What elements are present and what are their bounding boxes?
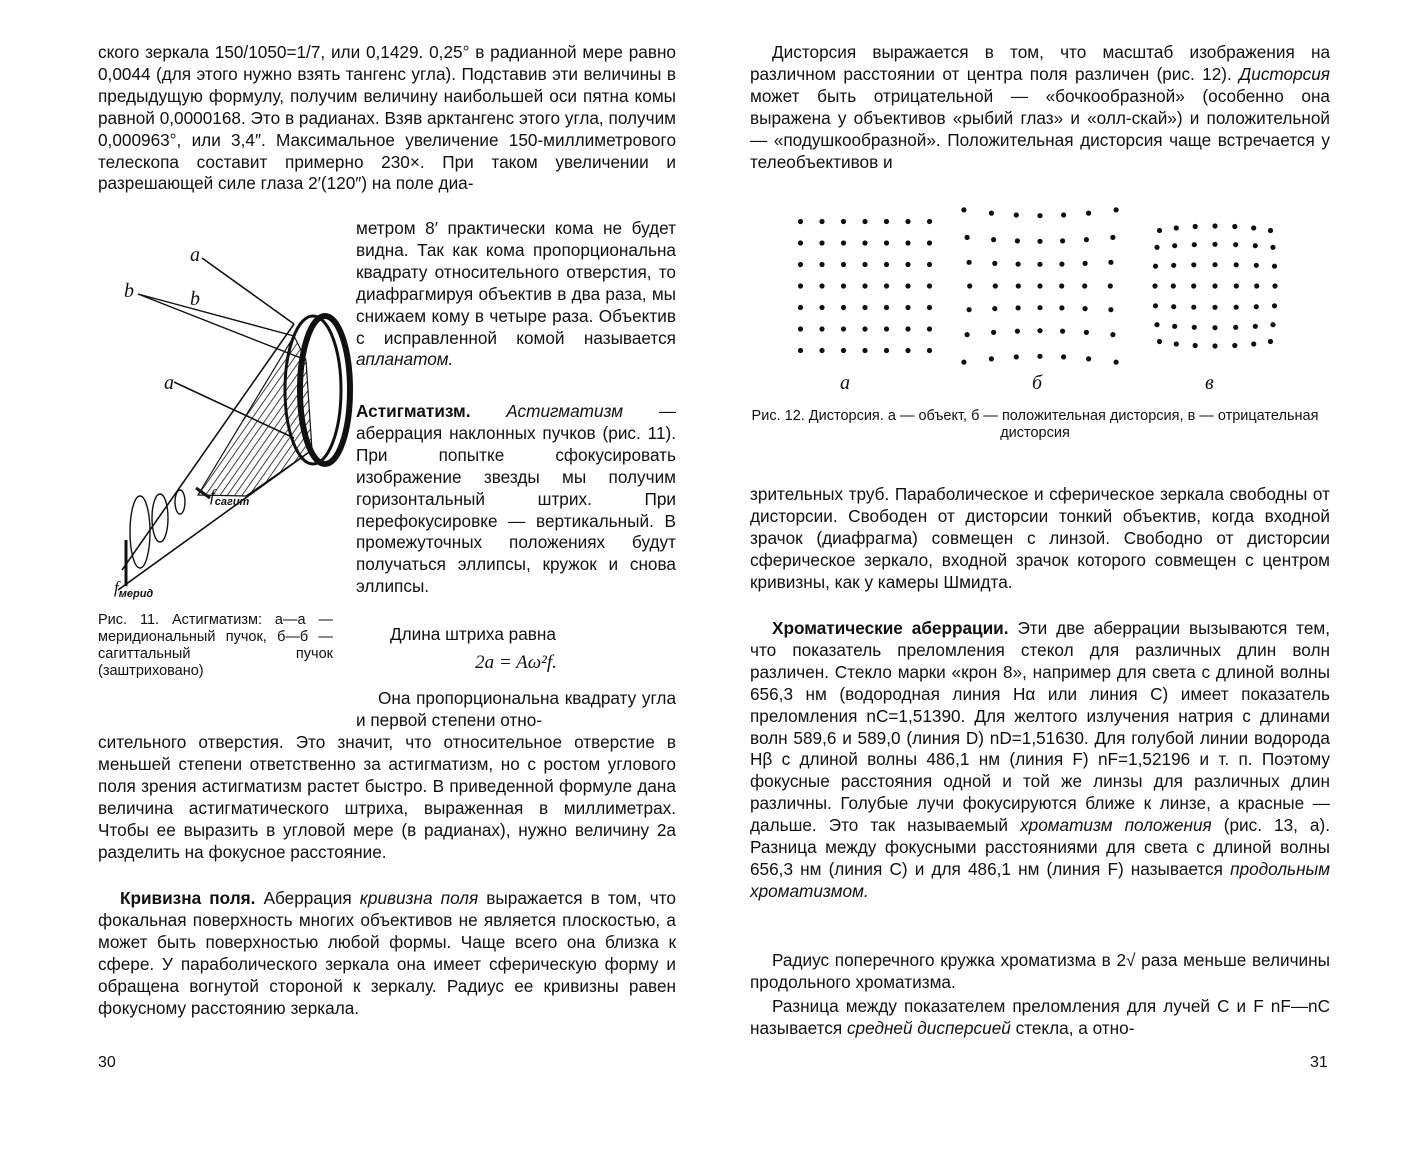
- grid-dot: [1174, 341, 1179, 346]
- grid-dot: [1016, 283, 1021, 288]
- astigmatism-text: — аберрация наклонных пучков (рис. 11). При попытке сфокусировать изображение звезды мы получим горизонтальный штрих. При перефокусировке — вертикальный. В промежуточных положениях будут получаться эллипсы, кружок и снова эллипсы.: [356, 401, 677, 597]
- grid-dot: [841, 305, 846, 310]
- page-number-right: 31: [1310, 1054, 1328, 1071]
- grid-dot: [1037, 213, 1042, 218]
- left-page: [98, 0, 676, 1151]
- grid-dot: [927, 348, 932, 353]
- grid-dot: [1015, 329, 1020, 334]
- f-merid-letter: f: [114, 578, 119, 597]
- grid-dot: [1037, 328, 1042, 333]
- f-sagit-letter: f: [210, 486, 215, 505]
- grid-dot: [1234, 283, 1239, 288]
- grid-dot: [1157, 339, 1162, 344]
- distortion-text-2: может быть отрицательной — «бочкообразной» (особенно она выражена у объективов «рыбий глаз» и «олл-скай») и положительной — «подушкообразной». Положительная дисторсия чаще встречается у телеобъективов и: [750, 85, 1330, 172]
- grid-dot: [1037, 354, 1042, 359]
- paragraph-distortion-free: зрительных труб. Параболическое и сферическое зеркала свободны от дисторсии. Свободен от дисторсии тонкий объектив, когда входной зрачок (диафрагма) совмещен с линзой. Свободно от дисторсии сферическое зеркало, входной зрачок которого совмещен с центром кривизны, как у камеры Шмидта.: [750, 484, 1330, 592]
- curvature-heading: Кривизна поля.: [120, 888, 256, 908]
- coma-text: метром 8′ практически кома не будет видна. Так как кома пропорциональна квадрату относительного отверстия, то диафрагмируя объектив в два раза, мы снижаем кому в четыре раза. Объектив с исправленной комой называется: [356, 218, 676, 348]
- grid-dot: [927, 305, 932, 310]
- grid-dot: [967, 307, 972, 312]
- grid-dot: [1270, 322, 1275, 327]
- figure-12-caption: Рис. 12. Дисторсия. а — объект, б — положительная дисторсия, в — отрицательная дисторсия: [751, 408, 1319, 441]
- grid-dot: [841, 348, 846, 353]
- paragraph-coma: [356, 218, 676, 371]
- grid-dot: [905, 348, 910, 353]
- grid-dot: [1061, 354, 1066, 359]
- grid-dot: [927, 326, 932, 331]
- grid-dot: [798, 262, 803, 267]
- right-page: [750, 0, 1330, 1151]
- grid-dot: [1192, 325, 1197, 330]
- f-sagit-subscript: сагит: [214, 496, 250, 508]
- grid-dot: [1212, 343, 1217, 348]
- grid-dot: [927, 240, 932, 245]
- grid-dot: [927, 262, 932, 267]
- grid-dot: [841, 283, 846, 288]
- figure-11-astigmatism-diagram: [98, 240, 356, 610]
- grid-dot: [905, 240, 910, 245]
- chromatic-term-longitudinal: продольным хроматизмом.: [750, 858, 1330, 901]
- grid-dot: [1152, 283, 1157, 288]
- grid-dot: [884, 262, 889, 267]
- grid-dot: [1037, 283, 1042, 288]
- grid-dot: [841, 219, 846, 224]
- grid-dot: [884, 219, 889, 224]
- fig12-label-c: в: [1205, 372, 1214, 394]
- grid-dot: [961, 360, 966, 365]
- grid-dot: [1251, 225, 1256, 230]
- grid-dot: [1153, 264, 1158, 269]
- figure-11-caption: [98, 612, 333, 680]
- fig11-label-a-top: a: [190, 244, 200, 266]
- grid-dot: [1251, 341, 1256, 346]
- grid-dot: [841, 326, 846, 331]
- grid-dot: [1272, 303, 1277, 308]
- grid-dot: [1059, 305, 1064, 310]
- grid-dot: [862, 219, 867, 224]
- grid-dot: [1191, 262, 1196, 267]
- paragraph-coma-calc: ского зеркала 150/1050=1/7, или 0,1429. 0,25° в радианной мере равно 0,0044 (для этого нужно взять тангенс угла). Подставив эти величины в предыдущую формулу, получим величину наибольшей оси пятна комы равной 0,0000168. Это в радианах. Взяв арктангенс этого угла, получим 0,000963°, или 3,4″. Максимальное увеличение 150-миллиметрового телескопа составит примерно 230×. При таком увеличении и разрешающей силе глаза 2′(120″) на поле диа-: [98, 42, 676, 194]
- grid-dot: [884, 326, 889, 331]
- fig11-label-f-sagit: [210, 486, 249, 506]
- grid-dot: [884, 283, 889, 288]
- grid-dot: [819, 305, 824, 310]
- grid-dot: [991, 330, 996, 335]
- dispersion-term: средней дисперсией: [846, 1017, 1011, 1038]
- grid-dot: [1110, 235, 1115, 240]
- grid-dot: [989, 356, 994, 361]
- curvature-lead: Аберрация: [263, 888, 352, 908]
- grid-dot: [1086, 356, 1091, 361]
- distortion-text-1: Дисторсия выражается в том, что масштаб изображения на различном расстоянии от центра поля различен (рис. 12).: [750, 42, 1330, 84]
- grid-dot: [819, 326, 824, 331]
- astigmatism-formula: 2a = Aω²f.: [475, 652, 557, 673]
- chromatic-term-position: хроматизм положения: [1020, 815, 1212, 836]
- grid-dot: [819, 283, 824, 288]
- grid-dot: [992, 261, 997, 266]
- grid-dot: [819, 262, 824, 267]
- fig11-label-f-merid: [114, 578, 153, 598]
- grid-dot: [1253, 243, 1258, 248]
- grid-dot: [1084, 237, 1089, 242]
- grid-dot: [1212, 325, 1217, 330]
- grid-dot: [798, 305, 803, 310]
- grid-dot: [1254, 283, 1259, 288]
- grid-dot: [1212, 283, 1217, 288]
- grid-dot: [1234, 262, 1239, 267]
- grid-dot: [965, 235, 970, 240]
- grid-dot: [1193, 224, 1198, 229]
- grid-dot: [1253, 324, 1258, 329]
- paragraph-proportional-start: Она пропорциональна квадрату угла и первой степени отно-: [356, 688, 676, 730]
- grid-dot: [1272, 264, 1277, 269]
- grid-dot: [1083, 261, 1088, 266]
- grid-dot: [1108, 283, 1113, 288]
- grid-dot: [841, 262, 846, 267]
- grid-dot: [1232, 224, 1237, 229]
- grid-dot: [1212, 223, 1217, 228]
- grid-dot: [1083, 306, 1088, 311]
- grid-dot: [798, 283, 803, 288]
- fig12-label-a: а: [840, 372, 850, 394]
- ray-a-top: [202, 258, 294, 324]
- aplanat-term: апланатом.: [356, 349, 454, 370]
- curvature-term: кривизна поля: [359, 888, 479, 908]
- grid-dot: [927, 283, 932, 288]
- paragraph-chromatic-radius: Радиус поперечного кружка хроматизма в 2√ раза меньше величины продольного хроматизма.: [750, 950, 1330, 992]
- grid-dot: [1084, 330, 1089, 335]
- grid-dot: [884, 240, 889, 245]
- chromatic-heading: Хроматические аберрации.: [772, 618, 1009, 638]
- grid-dot: [1060, 329, 1065, 334]
- grid-dot: [1254, 304, 1259, 309]
- grid-dot: [1037, 239, 1042, 244]
- paragraph-chromatic: [750, 618, 1330, 903]
- grid-dot: [1060, 238, 1065, 243]
- grid-dot: [798, 348, 803, 353]
- grid-dot: [1154, 322, 1159, 327]
- grid-dot: [819, 240, 824, 245]
- grid-dot: [1037, 262, 1042, 267]
- grid-dot: [798, 326, 803, 331]
- grid-dot: [798, 219, 803, 224]
- grid-dot: [1171, 283, 1176, 288]
- grid-dot: [1082, 283, 1087, 288]
- grid-dot: [905, 326, 910, 331]
- grid-positive-distortion: [961, 207, 1118, 364]
- grid-dot: [1059, 262, 1064, 267]
- grid-dot: [989, 211, 994, 216]
- grid-dot: [1061, 212, 1066, 217]
- distortion-term: Дисторсия: [1239, 63, 1330, 84]
- grid-dot: [905, 305, 910, 310]
- grid-dot: [1268, 228, 1273, 233]
- grid-dot: [1108, 307, 1113, 312]
- grid-dot: [967, 283, 972, 288]
- grid-dot: [905, 219, 910, 224]
- grid-dot: [1110, 332, 1115, 337]
- fig11-label-a-mid: a: [164, 372, 174, 394]
- grid-dot: [1014, 212, 1019, 217]
- fig11-label-b-left: b: [124, 280, 134, 302]
- fig11-label-b-right: b: [190, 288, 200, 310]
- grid-dot: [1268, 339, 1273, 344]
- grid-dot: [1191, 283, 1196, 288]
- grid-dot: [1114, 207, 1119, 212]
- grid-dot: [965, 332, 970, 337]
- grid-dot: [1171, 304, 1176, 309]
- grid-dot: [884, 348, 889, 353]
- grid-dot: [1193, 343, 1198, 348]
- grid-dot: [1014, 354, 1019, 359]
- stroke-length-label: Длина штриха равна: [390, 624, 556, 644]
- grid-dot: [862, 240, 867, 245]
- grid-dot: [1059, 283, 1064, 288]
- grid-dot: [927, 219, 932, 224]
- grid-dot: [862, 305, 867, 310]
- grid-dot: [1233, 242, 1238, 247]
- grid-dot: [862, 283, 867, 288]
- grid-negative-distortion: [1152, 223, 1277, 348]
- grid-dot: [1254, 263, 1259, 268]
- f-merid-subscript: мерид: [118, 588, 154, 600]
- grid-dot: [1114, 360, 1119, 365]
- grid-dot: [1154, 245, 1159, 250]
- grid-dot: [862, 348, 867, 353]
- paragraph-distortion: [750, 42, 1330, 173]
- astigmatism-heading: Астигматизм.: [356, 401, 471, 421]
- grid-dot: [1171, 263, 1176, 268]
- grid-dot: [967, 260, 972, 265]
- sagittal-beam-hatched: [198, 336, 312, 496]
- grid-object: [798, 219, 932, 353]
- grid-dot: [1174, 225, 1179, 230]
- grid-dot: [884, 305, 889, 310]
- grid-dot: [1016, 262, 1021, 267]
- grid-dot: [1153, 303, 1158, 308]
- paragraph-proportional: сительного отверстия. Это значит, что относительное отверстие в меньшей степени ответственно за астигматизм, но с ростом углового поля зрения астигматизм растет быстро. В приведенной формуле дана величина астигматического штриха, выраженная в миллиметрах. Чтобы ее выразить в угловой мере (в радианах), нужно величину 2a разделить на фокусное расстояние.: [98, 732, 676, 862]
- grid-dot: [1191, 305, 1196, 310]
- grid-dot: [905, 283, 910, 288]
- chromatic-text-1: Эти две аберрации вызываются тем, что показатель преломления стекол для различных длин волн различен. Стекло марки «крон 8», например для света с длиной волны 656,3 нм (водородная линия Hα или линия C) имеет показатель преломления nC=1,51390. Для желтого излучения натрия с длинами волн 589,6 и 589,0 (линия D) nD=1,51630. Для голубой линии водорода Hβ с длиной волны 486,1 нм (линия F) nF=1,52196 и т. п. Поэтому фокусные расстояния одной и той же линзы для различных длин различны. Голубые лучи фокусируются ближе к линзе, а красные — дальше. Это так называемый: [750, 618, 1330, 836]
- grid-dot: [1234, 305, 1239, 310]
- page-number-left: 30: [98, 1054, 116, 1071]
- curvature-text: выражается в том, что фокальная поверхность многих объективов не является плоскостью, а может быть поверхностью любой формы. Чаще всего она близка к сфере. У параболического зеркала она имеет сферическую форму и обращена вогнутой стороной к зеркалу. Радиус ее кривизны равен фокусному расстоянию зеркала.: [98, 888, 676, 1018]
- grid-dot: [819, 348, 824, 353]
- paragraph-astigmatism: [356, 401, 676, 598]
- grid-dot: [862, 262, 867, 267]
- grid-dot: [1086, 211, 1091, 216]
- chromatic-text-2: (рис. 13, а). Разница между фокусными расстояниями для света с длиной волны 656,3 нм (линия C) и для 486,1 нм (линия F) называется: [750, 815, 1330, 879]
- grid-dot: [1233, 325, 1238, 330]
- figure-12-distortion-grids: [770, 196, 1310, 386]
- grid-dot: [1212, 242, 1217, 247]
- dispersion-tail: стекла, а отно-: [1015, 1017, 1135, 1038]
- grid-dot: [841, 240, 846, 245]
- paragraph-field-curvature: [98, 888, 676, 1019]
- fig12-label-b: б: [1032, 372, 1043, 394]
- astigmatism-term: Астигматизм: [506, 401, 624, 421]
- grid-dot: [905, 262, 910, 267]
- grid-dot: [1016, 305, 1021, 310]
- grid-dot: [1272, 283, 1277, 288]
- focus-ellipse-2: [152, 494, 168, 542]
- grid-dot: [1232, 343, 1237, 348]
- ray-b-right: [138, 294, 306, 360]
- grid-dot: [1172, 324, 1177, 329]
- grid-dot: [1157, 228, 1162, 233]
- dispersion-lead: Разница между показателем преломления для лучей C и F nF—nC называется: [750, 996, 1330, 1038]
- focus-ellipse-1: [130, 496, 150, 568]
- grid-dot: [993, 283, 998, 288]
- grid-dot: [1172, 243, 1177, 248]
- grid-dot: [1192, 242, 1197, 247]
- paragraph-dispersion: [750, 996, 1330, 1040]
- grid-dot: [1108, 260, 1113, 265]
- figure-11-caption-text: Астигматизм: а—а — меридиональный пучок, б—б — сагиттальный пучок (заштриховано): [98, 612, 333, 679]
- grid-dot: [992, 306, 997, 311]
- grid-dot: [1270, 245, 1275, 250]
- grid-dot: [798, 240, 803, 245]
- ray-b-left: [138, 294, 294, 336]
- grid-dot: [991, 237, 996, 242]
- focus-ellipse-3: [175, 490, 185, 514]
- figure-11-caption-label: Рис. 11.: [98, 612, 160, 628]
- grid-dot: [819, 219, 824, 224]
- grid-dot: [961, 207, 966, 212]
- grid-dot: [1212, 305, 1217, 310]
- grid-dot: [1015, 238, 1020, 243]
- grid-dot: [862, 326, 867, 331]
- grid-dot: [1037, 305, 1042, 310]
- grid-dot: [1212, 262, 1217, 267]
